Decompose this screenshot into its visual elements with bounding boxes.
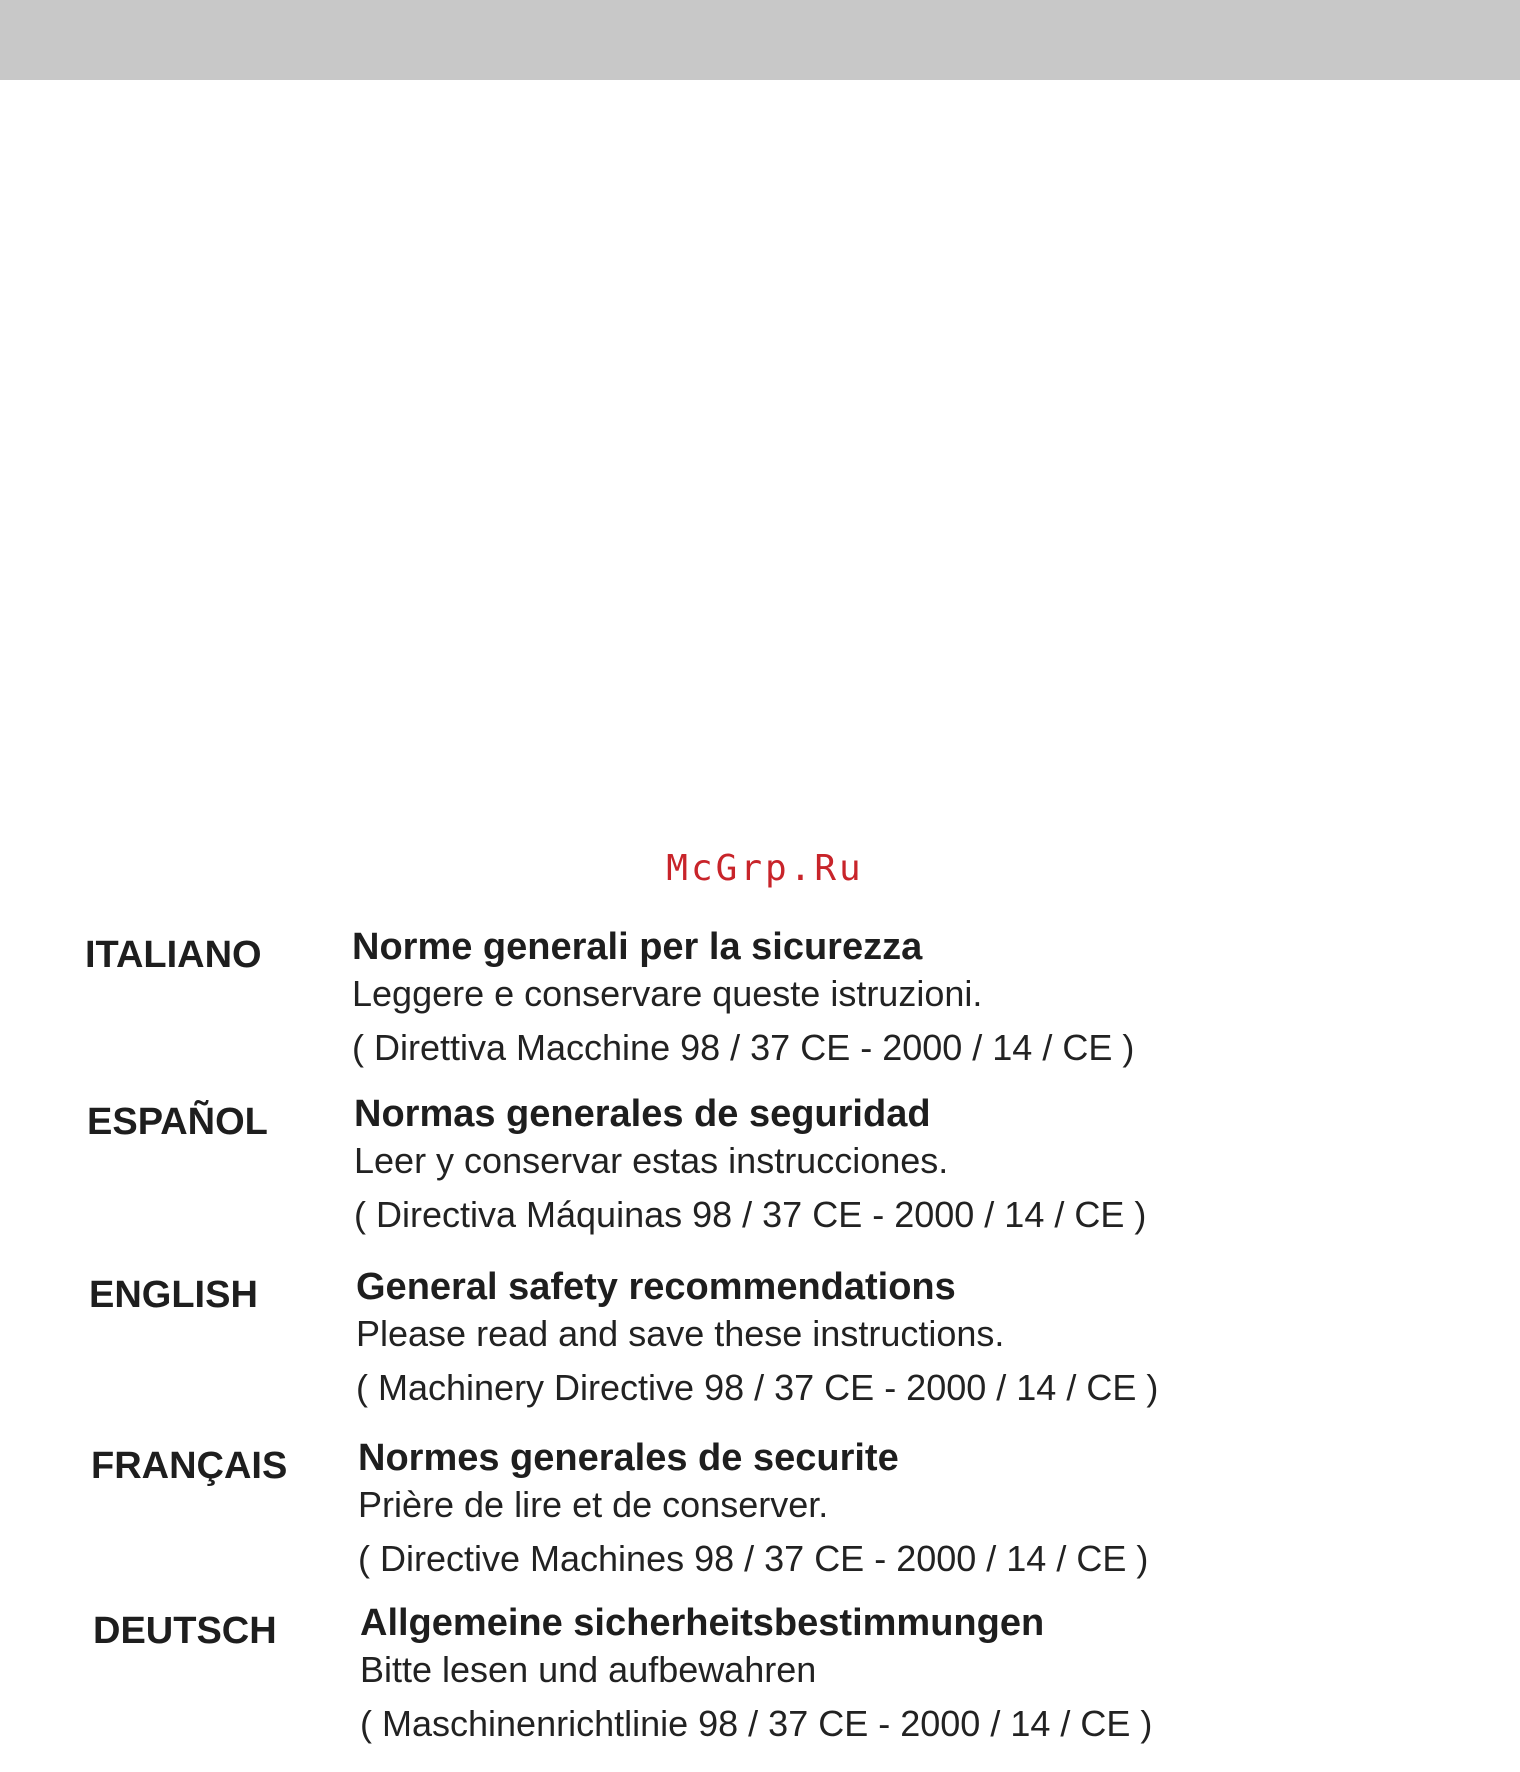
directive-text: ( Maschinenrichtlinie 98 / 37 CE - 2000 / 14 / CE ) [360,1703,1153,1744]
directive-text: ( Directive Machines 98 / 37 CE - 2000 / 14 / CE ) [358,1538,1149,1579]
instruction-text: Leer y conservar estas instrucciones. [354,1140,949,1181]
section-title: Allgemeine sicherheitsbestimmungen [360,1602,1045,1644]
section-title: Normas generales de seguridad [354,1093,931,1135]
language-label: ESPAÑOL [87,1101,268,1143]
directive-text: ( Directiva Máquinas 98 / 37 CE - 2000 / 14 / CE ) [354,1194,1147,1235]
section-deutsch [93,1602,1493,1772]
watermark: McGrp.Ru [666,848,864,889]
instruction-text: Leggere e conservare queste istruzioni. [352,973,983,1014]
language-label: ITALIANO [85,934,262,976]
header-bar [0,0,1520,80]
directive-text: ( Machinery Directive 98 / 37 CE - 2000 / 14 / CE ) [356,1367,1159,1408]
directive-text: ( Direttiva Macchine 98 / 37 CE - 2000 / 14 / CE ) [352,1027,1135,1068]
section-title: Normes generales de securite [358,1437,899,1479]
section-title: Norme generali per la sicurezza [352,926,923,968]
instruction-text: Please read and save these instructions. [356,1313,1005,1354]
section-espanol [87,1093,1487,1263]
section-italiano [85,926,1485,1096]
language-label: ENGLISH [89,1274,258,1316]
instruction-text: Bitte lesen und aufbewahren [360,1649,817,1690]
language-label: FRANÇAIS [91,1445,288,1487]
section-title: General safety recommendations [356,1266,956,1308]
section-francais [91,1437,1491,1607]
section-english [89,1266,1489,1436]
language-label: DEUTSCH [93,1610,277,1652]
instruction-text: Prière de lire et de conserver. [358,1484,829,1525]
